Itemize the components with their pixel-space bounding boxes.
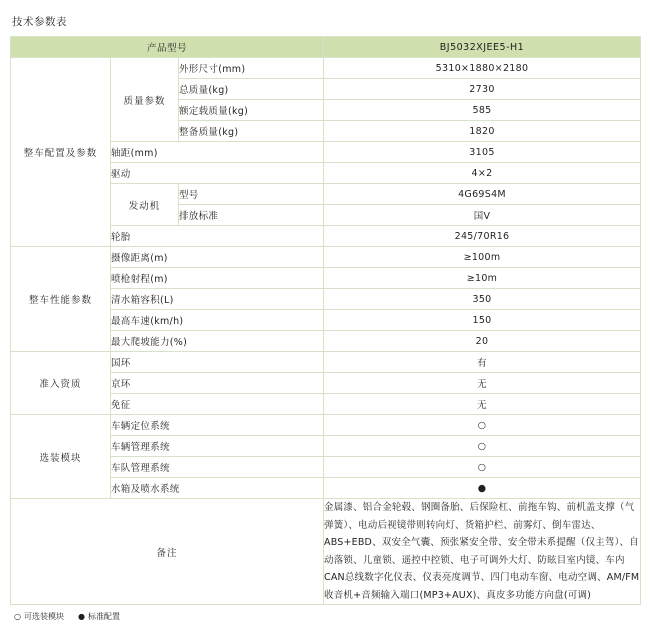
subgroup-label-mass: 质量参数 (111, 58, 179, 142)
row-value: 3105 (324, 142, 641, 163)
row-label: 总质量(kg) (179, 79, 324, 100)
row-value: 无 (324, 373, 641, 394)
row-label: 外形尺寸(mm) (179, 58, 324, 79)
legend-standard (78, 611, 120, 622)
row-value: 245/70R16 (324, 226, 641, 247)
page-title: 技术参数表 (12, 16, 67, 28)
row-label: 喷枪射程(m) (111, 268, 324, 289)
header-model-value: BJ5032XJEE5-H1 (324, 37, 641, 58)
row-label: 车辆定位系统 (111, 415, 324, 436)
group-label-performance: 整车性能参数 (11, 247, 111, 352)
row-label: 清水箱容积(L) (111, 289, 324, 310)
legend (14, 611, 640, 622)
row-label: 免征 (111, 394, 324, 415)
remark-text: 金属漆、铝合金轮毂、钢圈备胎、后保险杠、前拖车钩、前机盖支撑（气弹簧）、电动后视镜带则转向灯、货箱护栏、前雾灯、倒车雷达、ABS+EBD、双安全气囊、预张紧安全带、安全带未系提醒（仅主驾）、自动落锁、儿童锁、遥控中控锁、电子可调外大灯、防眩目室内镜、车内CAN总线数字化仪表、仪表亮度调节、四门电动车窗、电动空调、AM/FM收音机+音频输入端口(MP3+AUX)、真皮多功能方向盘(可调) (324, 499, 641, 605)
row-label: 水箱及喷水系统 (111, 478, 324, 499)
row-label: 型号 (179, 184, 324, 205)
circle-open-icon: ○ (14, 612, 21, 622)
row-label: 最高车速(km/h) (111, 310, 324, 331)
row-label: 驱动 (111, 163, 324, 184)
legend-optional-label: 可选装模块 (23, 612, 64, 622)
row-label: 整备质量(kg) (179, 121, 324, 142)
group-label-qualification: 准入资质 (11, 352, 111, 415)
row-value: ≥100m (324, 247, 641, 268)
group-label-optional-modules: 选装模块 (11, 415, 111, 499)
subgroup-label-engine: 发动机 (111, 184, 179, 226)
row-value: 2730 (324, 79, 641, 100)
row-label: 最大爬坡能力(%) (111, 331, 324, 352)
row-value-mark: ○ (324, 457, 641, 478)
row-label: 轴距(mm) (111, 142, 324, 163)
row-value: ≥10m (324, 268, 641, 289)
legend-optional (14, 611, 64, 622)
table-header-row (11, 37, 641, 58)
remark-row (11, 499, 641, 605)
row-value: 1820 (324, 121, 641, 142)
row-value: 4×2 (324, 163, 641, 184)
row-value: 5310×1880×2180 (324, 58, 641, 79)
row-label: 摄像距离(m) (111, 247, 324, 268)
row-value: 20 (324, 331, 641, 352)
row-value-mark: ○ (324, 415, 641, 436)
header-product-model-label: 产品型号 (11, 37, 324, 58)
circle-filled-icon: ● (77, 612, 85, 622)
row-value: 150 (324, 310, 641, 331)
legend-standard-label: 标准配置 (87, 612, 120, 622)
row-value: 国V (324, 205, 641, 226)
row-label: 京环 (111, 373, 324, 394)
remark-label: 备注 (11, 499, 324, 605)
row-value-mark: ○ (324, 436, 641, 457)
row-label: 车队管理系统 (111, 457, 324, 478)
row-value: 有 (324, 352, 641, 373)
table-row (11, 415, 641, 436)
spec-table (10, 36, 641, 605)
table-row (11, 247, 641, 268)
row-value: 4G69S4M (324, 184, 641, 205)
row-label: 轮胎 (111, 226, 324, 247)
row-value: 350 (324, 289, 641, 310)
table-row (11, 58, 641, 79)
row-value-mark: ● (324, 478, 641, 499)
row-label: 排放标准 (179, 205, 324, 226)
row-label: 额定载质量(kg) (179, 100, 324, 121)
table-row (11, 352, 641, 373)
group-label-vehicle-config: 整车配置及参数 (11, 58, 111, 247)
row-value: 无 (324, 394, 641, 415)
row-label: 车辆管理系统 (111, 436, 324, 457)
row-value: 585 (324, 100, 641, 121)
row-label: 国环 (111, 352, 324, 373)
